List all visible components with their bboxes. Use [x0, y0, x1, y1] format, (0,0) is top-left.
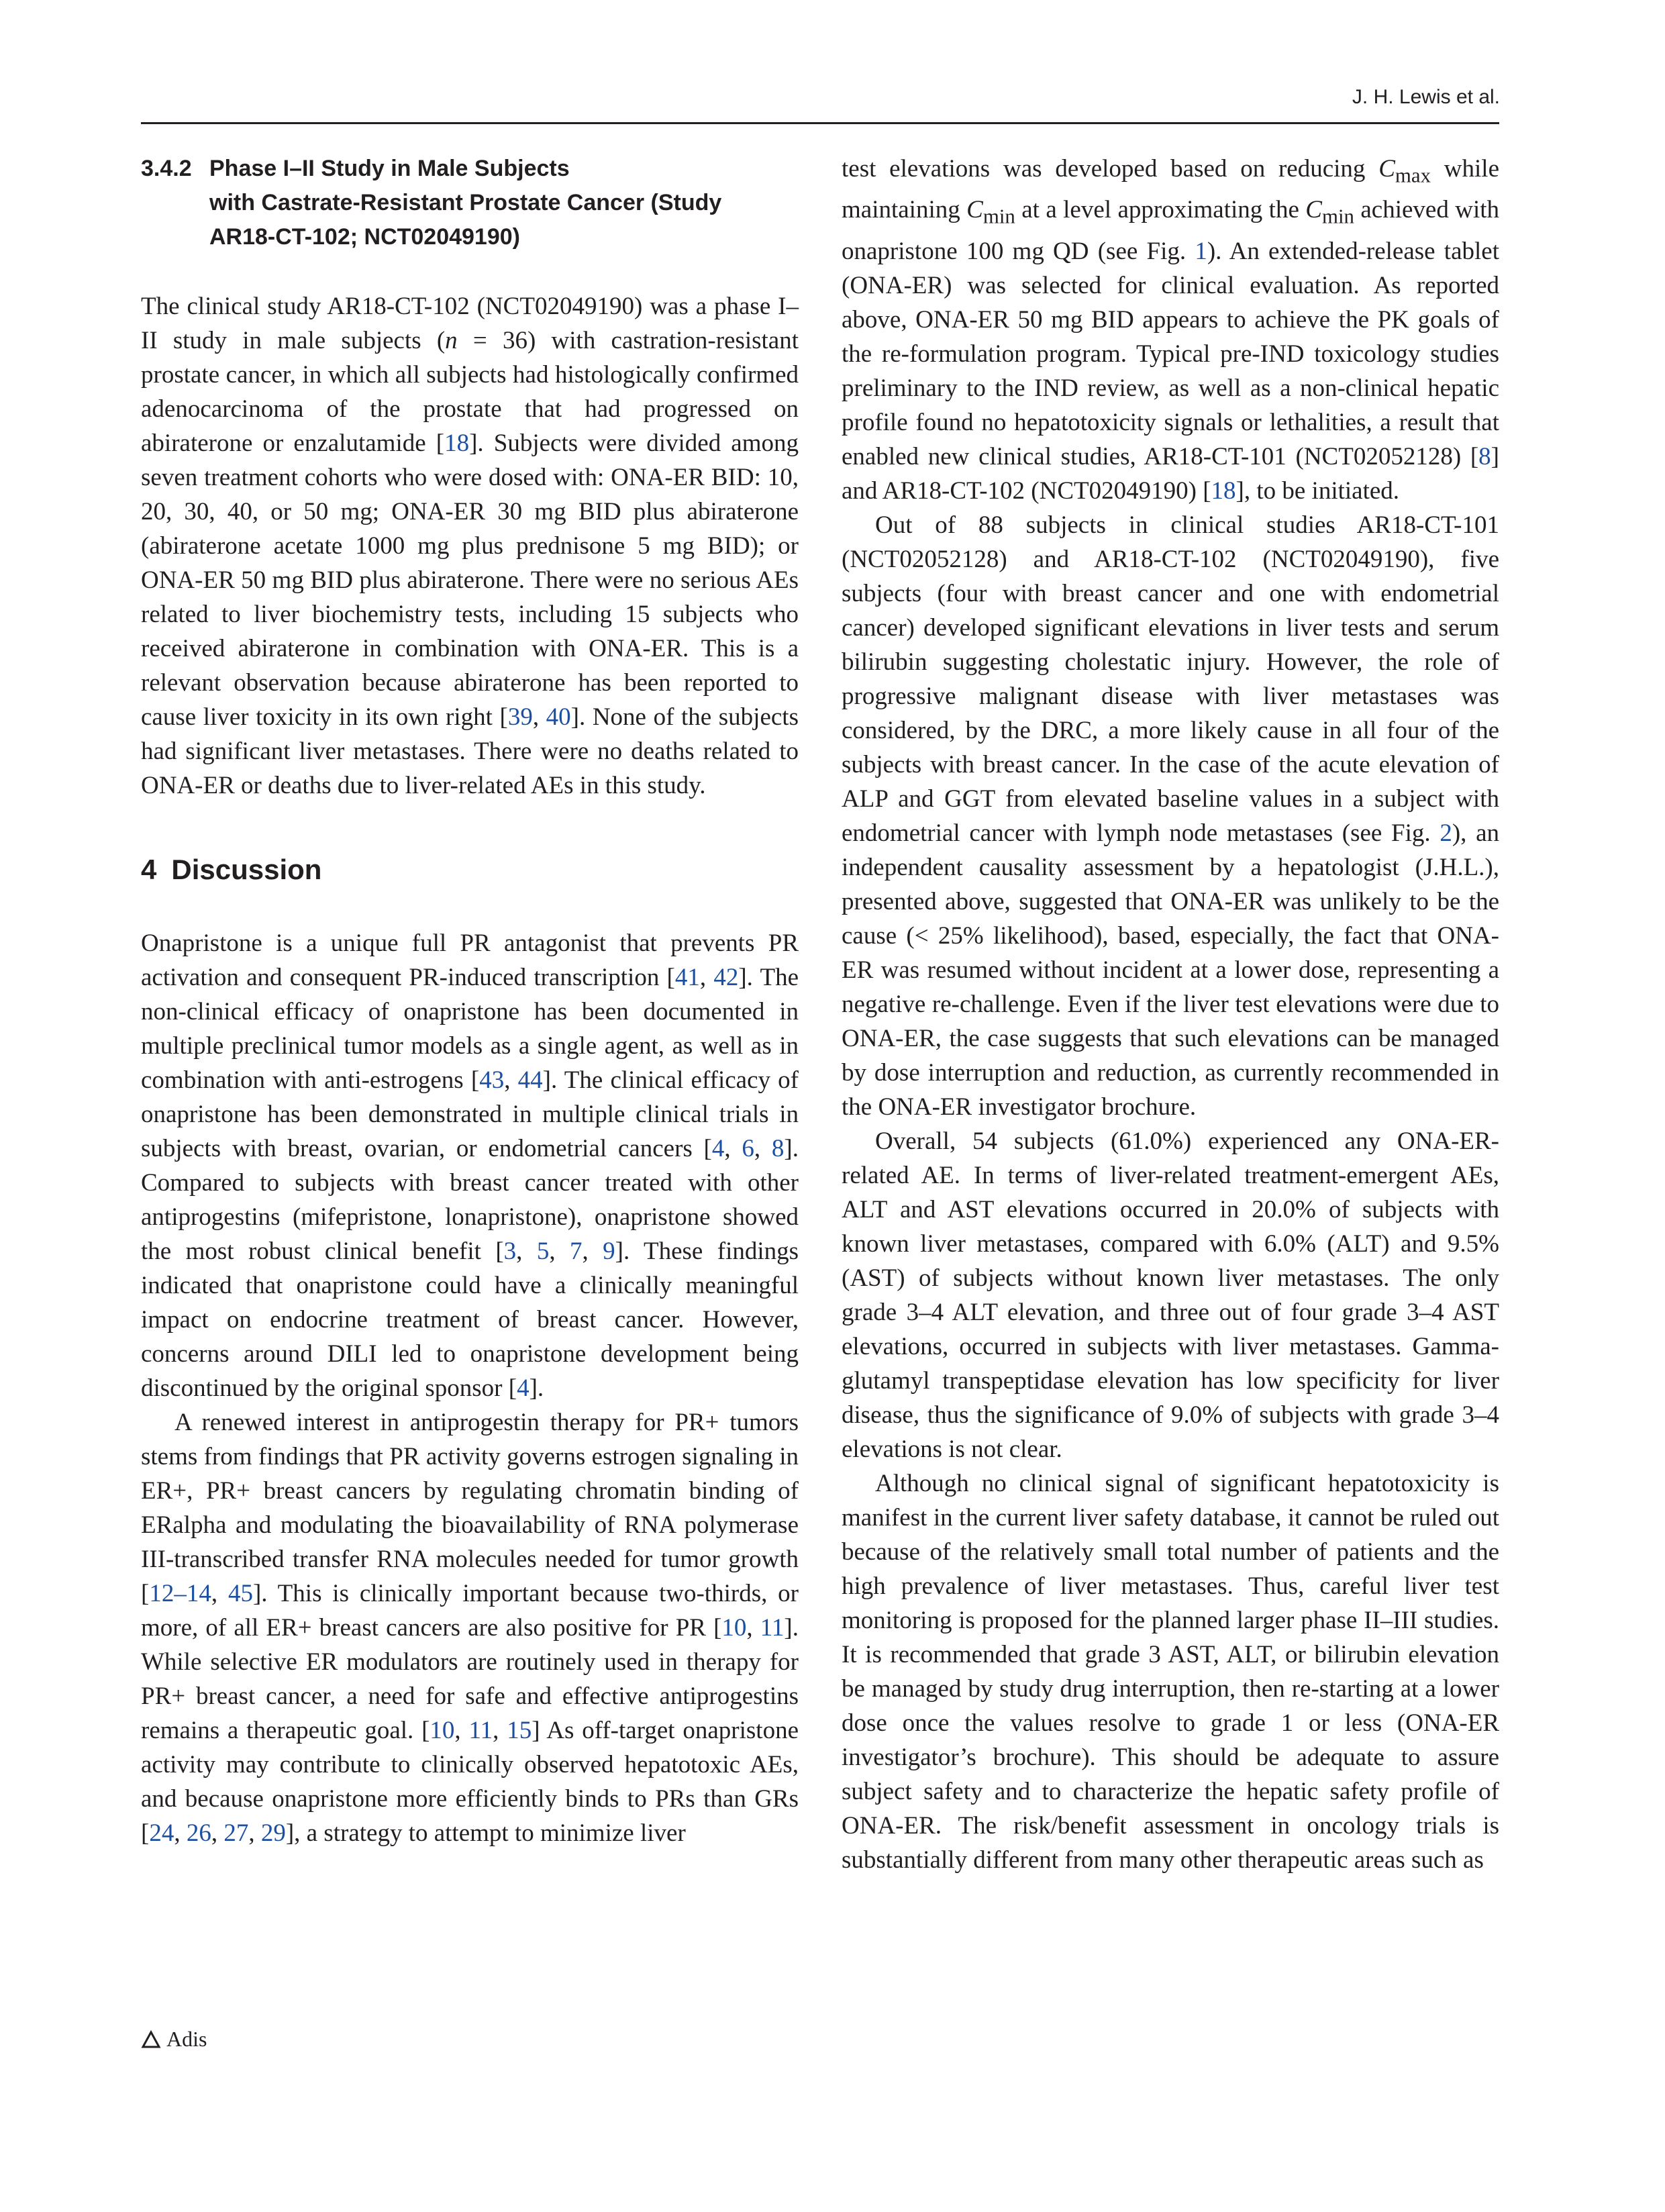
subscript: min [982, 205, 1015, 228]
paragraph-discussion-1 [141, 926, 799, 1405]
citation-link[interactable]: 4 [517, 1374, 529, 1402]
text-run: , [746, 1614, 760, 1642]
paragraph-right-1 [842, 152, 1499, 508]
left-column [141, 152, 799, 1850]
paragraph-right-3: Overall, 54 subjects (61.0%) experienced any ONA-ER-related AE. In terms of liver-related treatment-emergent AEs, ALT and AST elevations occurred in 20.0% of subjects with known liver metastases, compared with 6.0% (ALT) and 9.5% (AST) of subjects without known liver metastases. The only grade 3–4 ALT elevation, and three out of four grade 3–4 AST elevations, occurred in subjects with liver metastases. Gamma-glutamyl transpeptidase elevation has low specificity for liver disease, thus the significance of 9.0% of subjects with grade 3–4 elevations is not clear. [842, 1127, 1499, 1463]
italic-variable: C [1305, 196, 1322, 224]
citation-link[interactable]: 27 [223, 1819, 249, 1847]
text-run: ]. None of the subjects had significant liver metastases. There were no deaths related to ONA-ER or deaths due to liver-related AEs in this study. [141, 703, 799, 799]
citation-link[interactable]: 11 [760, 1614, 785, 1642]
citation-link[interactable]: 18 [1211, 476, 1236, 505]
text-run: ]. The non-clinical efficacy of onapristone has been documented in multiple preclinical tumor models as a single agent, as well as in combination with anti-estrogens [ [141, 964, 799, 1094]
paragraph-discussion-2 [141, 1405, 799, 1850]
paragraph-right-2 [842, 508, 1499, 1124]
text-run: ], a strategy to attempt to minimize liver [285, 1819, 686, 1847]
citation-link[interactable]: 9 [603, 1238, 615, 1265]
citation-link[interactable]: 15 [507, 1717, 532, 1744]
citation-link[interactable]: 4 [711, 1135, 725, 1162]
text-run: , [582, 1238, 603, 1265]
publisher-name: Adis [166, 2027, 207, 2051]
text-run: , [454, 1717, 469, 1744]
figure-link[interactable]: 2 [1440, 819, 1452, 847]
text-run: ]. [529, 1374, 544, 1402]
citation-link[interactable]: 6 [742, 1135, 754, 1162]
paragraph-right-4: Although no clinical signal of significant hepatotoxicity is manifest in the current liver safety database, it cannot be ruled out because of the relatively small total number of patients and the high prevalence of liver metastases. Thus, careful liver test monitoring is proposed for the planned larger phase II–III studies. It is recommended that grade 3 AST, ALT, or bilirubin elevation be managed by study drug interruption, then re-starting at a lower dose once the values resolve to grade 1 or less (ONA-ER investigator’s brochure). This should be adequate to assure subject safety and to characterize the hepatic safety profile of ONA-ER. The risk/benefit assessment in oncology trials is substantially different from many other therapeutic areas such as [842, 1469, 1499, 1874]
citation-link[interactable]: 5 [536, 1238, 550, 1265]
figure-link[interactable]: 1 [1195, 237, 1207, 265]
citation-link[interactable]: 3 [503, 1238, 517, 1265]
citation-link[interactable]: 10 [430, 1717, 455, 1744]
text-run: , [699, 964, 714, 991]
italic-variable: C [1378, 155, 1395, 183]
text-run: at a level approximating the [1015, 196, 1306, 224]
text-run: The clinical study AR18-CT-102 (NCT02049190) was a phase I–II study in male subjects ( [141, 293, 799, 354]
text-run: ]. Subjects were divided among seven treatment cohorts who were dosed with: ONA-ER BID: 10, 20, 30, 40, or 50 mg; ONA-ER 30 mg BID plus abiraterone (abiraterone acetate 1000 mg plus prednisone 5 mg BID); or ONA-ER 50 mg BID plus abiraterone. There were no serious AEs related to liver biochemistry tests, including 15 subjects who received abiraterone in combination with ONA-ER. This is a relevant observation because abiraterone has been reported to cause liver toxicity in its own right [ [141, 430, 799, 731]
text-run: , [211, 1819, 224, 1847]
text-run: , [532, 703, 546, 731]
text-run: ]. These findings indicated that onapristone could have a clinically meaningful impact on endocrine treatment of breast cancer. However, concerns around DILI led to onapristone development being discontinued by the original sponsor [ [141, 1238, 799, 1402]
citation-link[interactable]: 26 [186, 1819, 211, 1847]
text-run: ] and AR18-CT-102 (NCT02049190) [ [842, 442, 1499, 505]
text-run: ), an independent causality assessment by a hepatologist (J.H.L.), presented above, suggested that ONA-ER was unlikely to be the cause (< 25% likelihood), based, especially, the fact that ONA-ER was resumed without incident at a lower dose, representing a negative re-challenge. Even if the liver test elevations were due to ONA-ER, the case suggests that such elevations can be managed by dose interruption and reduction, as currently recommended in the ONA-ER investigator brochure. [842, 819, 1499, 1121]
text-run: while maintaining [842, 155, 1499, 224]
citation-link[interactable]: 24 [149, 1819, 174, 1847]
citation-link[interactable]: 39 [507, 703, 533, 731]
text-run: test elevations was developed based on reducing [842, 155, 1379, 183]
text-run: = 36) with castration-resistant prostate cancer, in which all subjects had histologically confirmed adenocarcinoma of the prostate that had progressed on abiraterone or enzalutamide [ [141, 327, 799, 457]
citation-link[interactable]: 12–14 [149, 1580, 211, 1607]
text-run: , [724, 1135, 742, 1162]
citation-link[interactable]: 43 [479, 1066, 505, 1094]
text-run: ]. This is clinically important because two-thirds, or more, of all ER+ breast cancers are also positive for PR [ [141, 1580, 799, 1642]
text-run: , [516, 1238, 537, 1265]
text-run: ). An extended-release tablet (ONA-ER) was selected for clinical evaluation. As reported above, ONA-ER 50 mg BID appears to achieve the PK goals of the re-formulation program. Typical pre-IND toxicology studies preliminary to the IND review, as well as a non-clinical hepatic profile found no hepatotoxicity signals or lethalities, a result that enabled new clinical studies, AR18-CT-101 (NCT02052128) [ [842, 237, 1499, 470]
citation-link[interactable]: 7 [570, 1238, 583, 1265]
text-run: Onapristone is a unique full PR antagonist that prevents PR activation and consequent PR-induced transcription [ [141, 929, 799, 991]
text-run: Out of 88 subjects in clinical studies AR18-CT-101 (NCT02052128) and AR18-CT-102 (NCT02049190), five subjects (four with breast cancer and one with endometrial cancer) developed significant elevations in liver tests and serum bilirubin suggesting cholestatic injury. However, the role of progressive malignant disease with liver metastases was considered, by the DRC, a more likely cause in all four of the subjects with breast cancer. In the case of the acute elevation of ALP and GGT from elevated baseline values in a subject with endometrial cancer with lymph node metastases (see Fig. [842, 511, 1499, 847]
text-run: , [504, 1066, 518, 1094]
subscript: max [1395, 164, 1431, 187]
section-number: 4 [141, 854, 157, 885]
text-run: , [174, 1819, 187, 1847]
section-title-line: AR18-CT-102; NCT02049190) [209, 224, 520, 250]
text-run: , [754, 1135, 772, 1162]
section-title-line: with Castrate-Resistant Prostate Cancer (Study [209, 190, 722, 215]
footer [141, 2027, 207, 2052]
subscript: min [1321, 205, 1354, 228]
text-run: , [211, 1580, 228, 1607]
text-run: ]. Compared to subjects with breast cancer treated with other antiprogestins (mifepristone, lonapristone), onapristone showed the most robust clinical benefit [ [141, 1135, 799, 1265]
text-run: ]. The clinical efficacy of onapristone has been demonstrated in multiple clinical trials in subjects with breast, ovarian, or endometrial cancers [ [141, 1066, 799, 1162]
citation-link[interactable]: 11 [468, 1717, 493, 1744]
citation-link[interactable]: 45 [228, 1580, 253, 1607]
section-number: 3.4.2 [141, 156, 192, 181]
citation-link[interactable]: 8 [1478, 442, 1491, 470]
citation-link[interactable]: 44 [517, 1066, 543, 1094]
triangle-icon [141, 2030, 161, 2049]
italic-variable: C [966, 196, 983, 224]
text-run: , [549, 1238, 570, 1265]
text-run: , [248, 1819, 261, 1847]
citation-link[interactable]: 8 [771, 1135, 785, 1162]
paragraph-study-ar18-ct-102 [141, 289, 799, 803]
section-3-4-2-heading [141, 152, 799, 254]
text-run: ], to be initiated. [1235, 476, 1400, 505]
text-run: A renewed interest in antiprogestin therapy for PR+ tumors stems from findings that PR activity governs estrogen signaling in ER+, PR+ breast cancers by regulating chromatin binding of ERalpha and modulating the bioavailability of RNA polymerase III-transcribed transfer RNA molecules needed for tumor growth [ [141, 1409, 799, 1607]
citation-link[interactable]: 40 [546, 703, 571, 731]
italic-variable: n [445, 327, 458, 354]
citation-link[interactable]: 10 [721, 1614, 747, 1642]
citation-link[interactable]: 42 [713, 964, 739, 991]
text-run: ] As off-target onapristone activity may contribute to clinically observed hepatotoxic AEs, and because onapristone more efficiently binds to PRs than GRs [ [141, 1717, 799, 1847]
citation-link[interactable]: 29 [260, 1819, 286, 1847]
header-rule [141, 122, 1499, 124]
text-run: , [493, 1717, 507, 1744]
running-head: J. H. Lewis et al. [1352, 86, 1500, 108]
right-column [842, 152, 1499, 1877]
section-4-heading [141, 850, 799, 890]
citation-link[interactable]: 18 [444, 430, 470, 457]
citation-link[interactable]: 41 [674, 964, 700, 991]
text-run: achieved with onapristone 100 mg QD (see Fig. [842, 196, 1499, 265]
text-run: ]. While selective ER modulators are routinely used in therapy for PR+ breast cancer, a need for safe and effective antiprogestins remains a therapeutic goal. [ [141, 1614, 799, 1744]
section-title-line: Phase I–II Study in Male Subjects [209, 156, 570, 181]
section-title: Discussion [171, 854, 322, 885]
section-title [209, 152, 799, 254]
